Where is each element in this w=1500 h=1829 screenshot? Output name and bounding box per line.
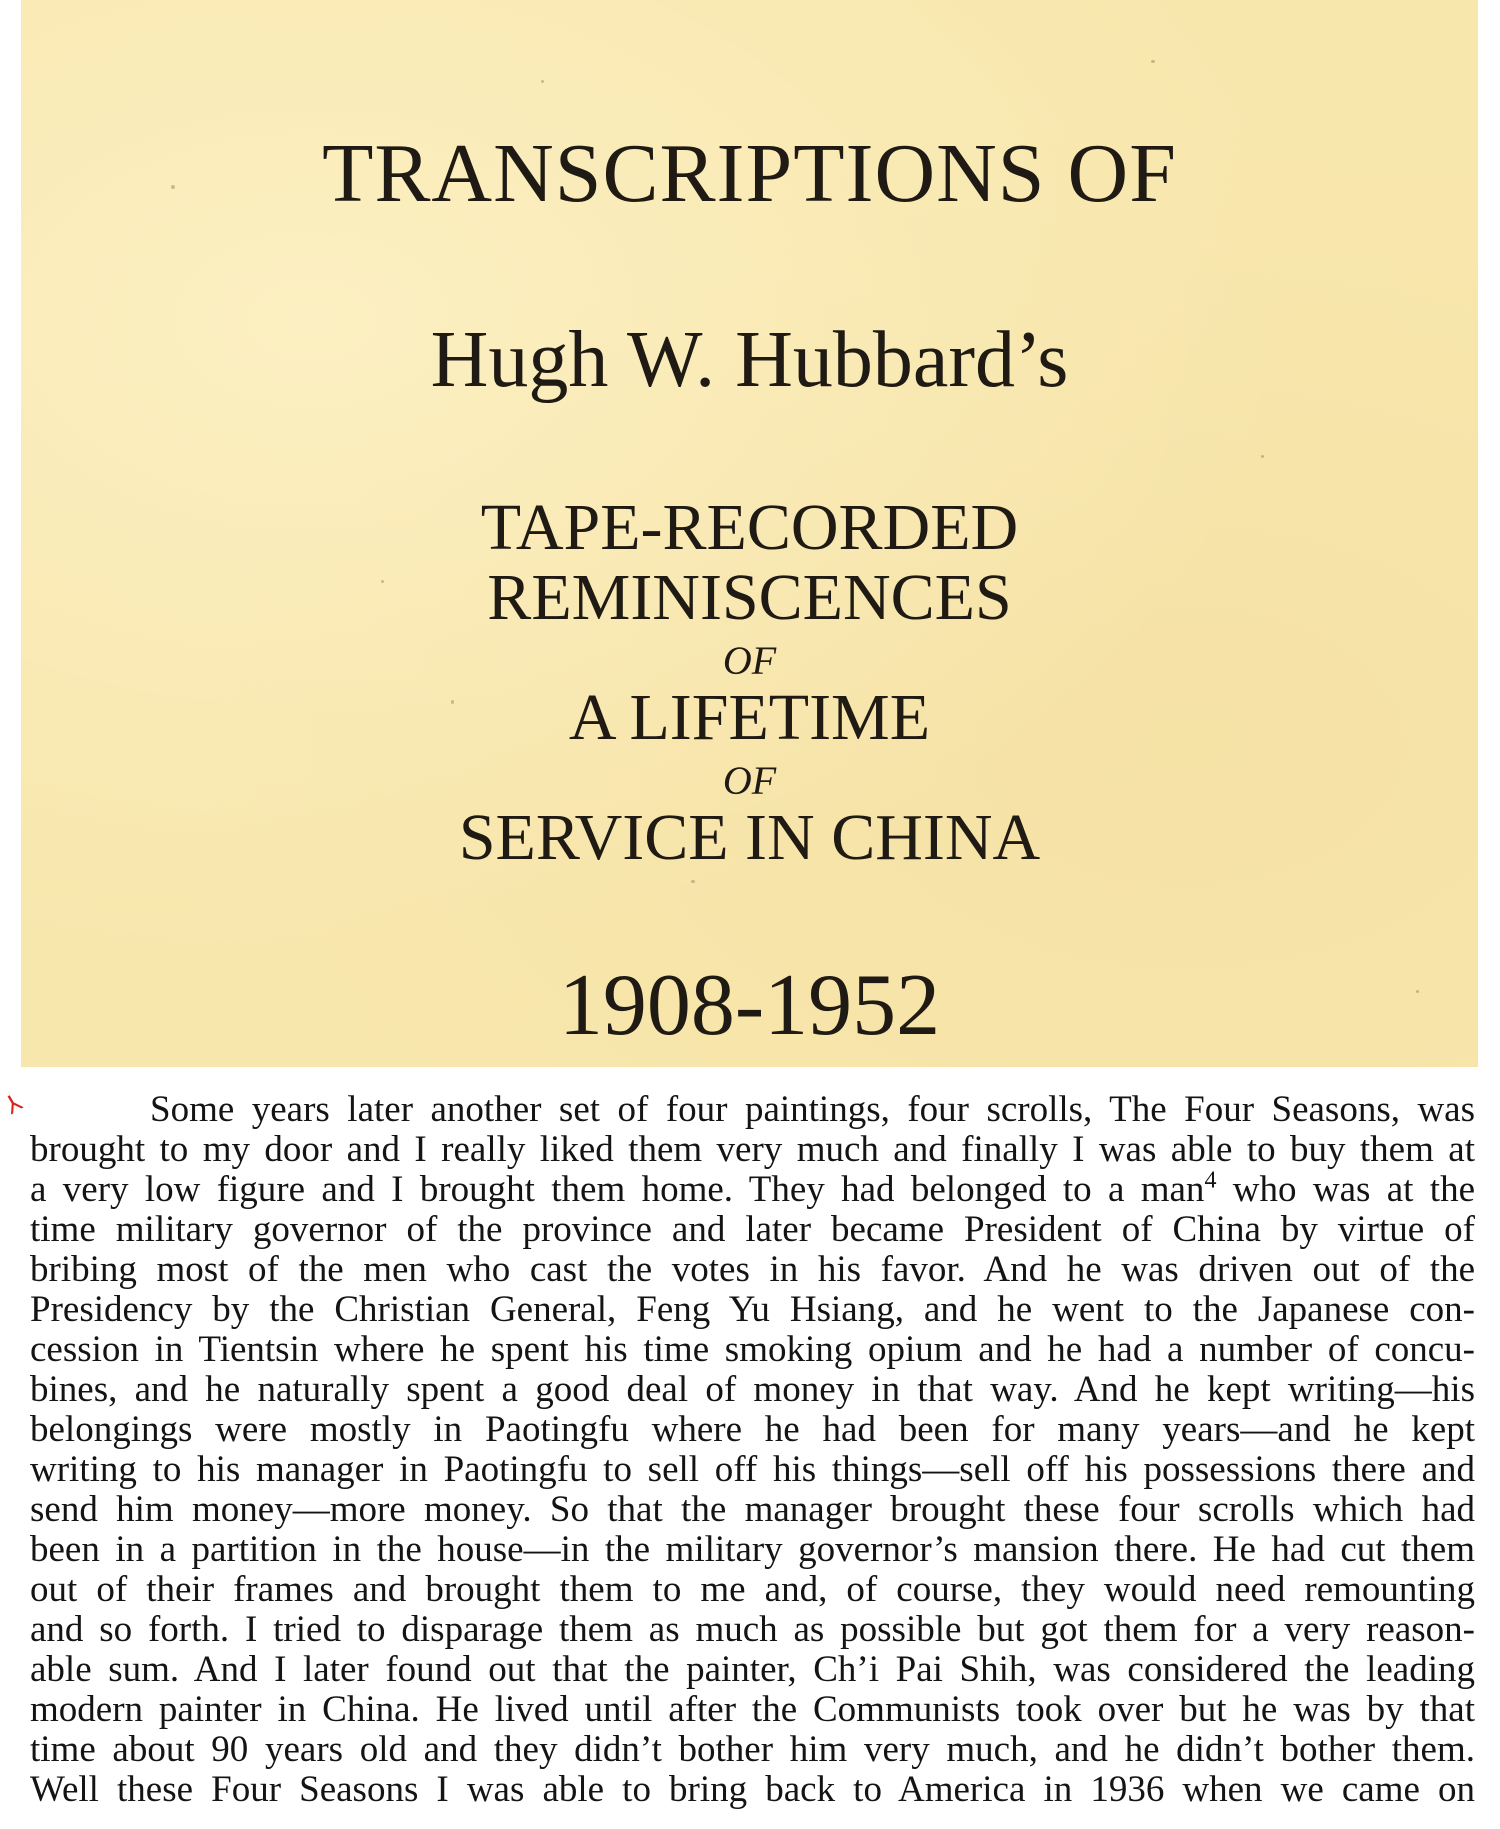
- subtitle-line: A LIFETIME: [568, 681, 931, 754]
- excerpt-line: time military governor of the province and later became President of China by virtue of: [30, 1209, 1475, 1250]
- excerpt-line: send him money—more money. So that the manager brought these four scrolls which had: [30, 1489, 1475, 1530]
- subtitle-connector: OF: [722, 638, 777, 683]
- excerpt-line: belongings were mostly in Paotingfu where he had been for many years—and he kept: [30, 1409, 1475, 1450]
- subtitle-line: SERVICE IN CHINA: [458, 801, 1041, 874]
- excerpt-line: out of their frames and brought them to me and, of course, they would need remounting: [30, 1569, 1475, 1610]
- paper-speck: [1151, 60, 1155, 63]
- book-cover: [21, 0, 1478, 1067]
- excerpt-line: able sum. And I later found out that the painter, Ch’i Pai Shih, was considered the leading: [30, 1649, 1475, 1690]
- excerpt-line: time about 90 years old and they didn’t bother him very much, and he didn’t bother them.: [30, 1729, 1475, 1770]
- paper-speck: [1261, 455, 1264, 458]
- footnote-marker[interactable]: 4: [1204, 1167, 1217, 1194]
- excerpt-line: Some years later another set of four paintings, four scrolls, The Four Seasons, was: [150, 1089, 1475, 1130]
- year-range: 1908-1952: [558, 957, 941, 1054]
- paper-speck: [541, 80, 544, 83]
- subtitle-line: TAPE-RECORDED: [480, 491, 1019, 564]
- excerpt-line: [30, 1167, 1475, 1210]
- excerpt-line: writing to his manager in Paotingfu to sell off his things—sell off his possessions there and: [30, 1449, 1475, 1490]
- paper-speck: [691, 880, 695, 883]
- excerpt-line-part: a very low figure and I brought them home. They had belonged to a man: [30, 1169, 1205, 1210]
- red-margin-mark: ⅄: [0, 1088, 27, 1120]
- author-name: Hugh W. Hubbard’s: [430, 316, 1069, 404]
- excerpt-line: Presidency by the Christian General, Feng Yu Hsiang, and he went to the Japanese con-: [30, 1289, 1475, 1330]
- excerpt-line: bribing most of the men who cast the votes in his favor. And he was driven out of the: [30, 1249, 1475, 1290]
- subtitle-line: REMINISCENCES: [487, 561, 1012, 634]
- excerpt-line: bines, and he naturally spent a good deal of money in that way. And he kept writing—his: [30, 1369, 1475, 1410]
- excerpt-line-part: who was at the: [1232, 1169, 1475, 1210]
- excerpt-line: and so forth. I tried to disparage them as much as possible but got them for a very reason-: [30, 1609, 1475, 1650]
- excerpt-line: brought to my door and I really liked them very much and finally I was able to buy them at: [30, 1129, 1475, 1170]
- excerpt-line: cession in Tientsin where he spent his time smoking opium and he had a number of concu-: [30, 1329, 1475, 1370]
- excerpt-paragraph: [30, 1090, 1475, 1810]
- series-title: TRANSCRIPTIONS OF: [322, 127, 1177, 220]
- excerpt-line: Well these Four Seasons I was able to bring back to America in 1936 when we came on: [30, 1769, 1475, 1810]
- subtitle-connector: OF: [722, 758, 777, 803]
- excerpt-line: been in a partition in the house—in the military governor’s mansion there. He had cut them: [30, 1529, 1475, 1570]
- excerpt-line: modern painter in China. He lived until after the Communists took over but he was by that: [30, 1689, 1475, 1730]
